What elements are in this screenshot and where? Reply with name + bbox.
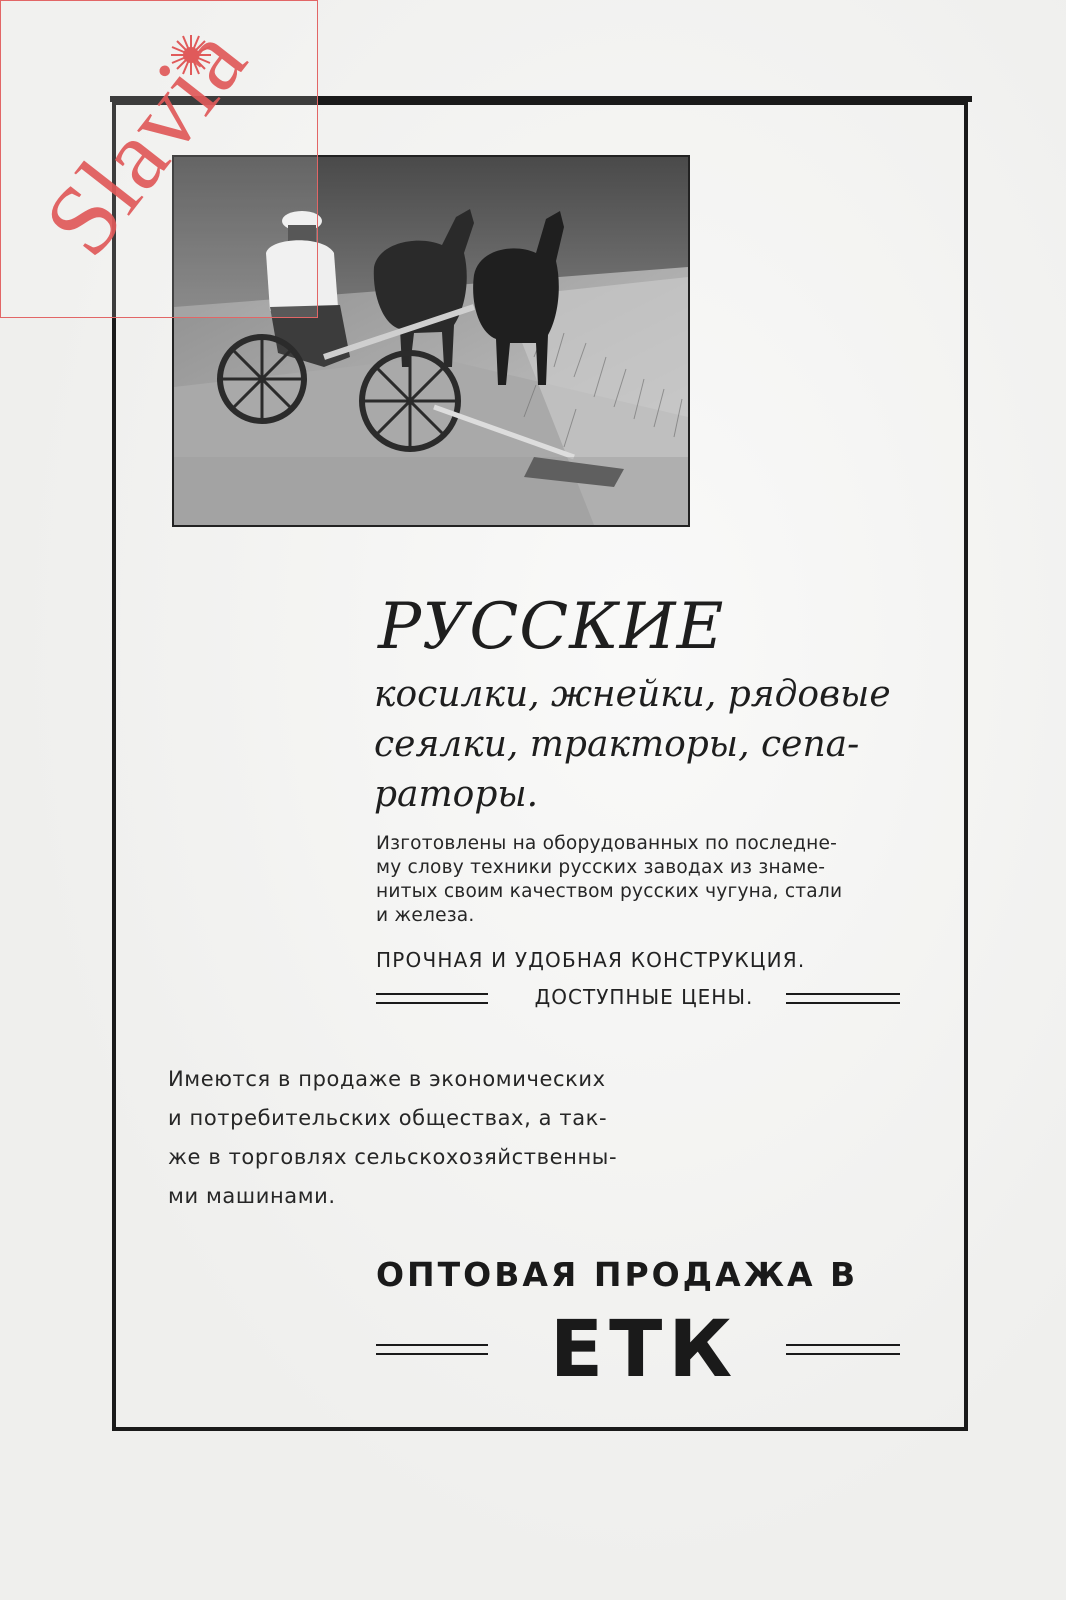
prices-slogan: ДОСТУПНЫЕ ЦЕНЫ.: [534, 985, 754, 1009]
wholesale-heading: ОПТОВАЯ ПРОДАЖА В: [376, 1255, 859, 1294]
availability-line: ми машинами.: [168, 1184, 336, 1208]
description-line: му слову техники русских заводах из знаме-: [376, 857, 826, 878]
product-list-line: сеялки, тракторы, сепа-: [374, 724, 860, 765]
slavia-watermark-stamp: [0, 0, 318, 318]
brand-row: [376, 1305, 908, 1395]
stamp-logo-text: Slavia: [22, 5, 268, 276]
product-list-line: раторы.: [374, 774, 539, 815]
brand-name: ЕТК: [549, 1305, 739, 1395]
product-list: [374, 670, 910, 820]
left-double-rule: [376, 1344, 488, 1355]
product-list-line: косилки, жнейки, рядовые: [374, 674, 891, 715]
right-double-rule: [786, 1344, 900, 1355]
construction-slogan: ПРОЧНАЯ И УДОБНАЯ КОНСТРУКЦИЯ.: [376, 948, 806, 972]
description-line: нитых своим качеством русских чугуна, стали: [376, 881, 843, 902]
headline: РУССКИЕ: [378, 590, 725, 664]
prices-row: [376, 985, 908, 1015]
availability-line: и потребительских обществах, а так-: [168, 1106, 608, 1130]
description-line: Изготовлены на оборудованных по последне-: [376, 833, 838, 854]
manufacturing-description: [376, 832, 908, 928]
availability-line: Имеются в продаже в экономических: [168, 1067, 606, 1091]
left-double-rule: [376, 993, 488, 1004]
right-double-rule: [786, 993, 900, 1004]
availability-text: [168, 1060, 708, 1216]
availability-line: же в торговлях сельскохозяйственны-: [168, 1145, 618, 1169]
description-line: и железа.: [376, 905, 475, 926]
